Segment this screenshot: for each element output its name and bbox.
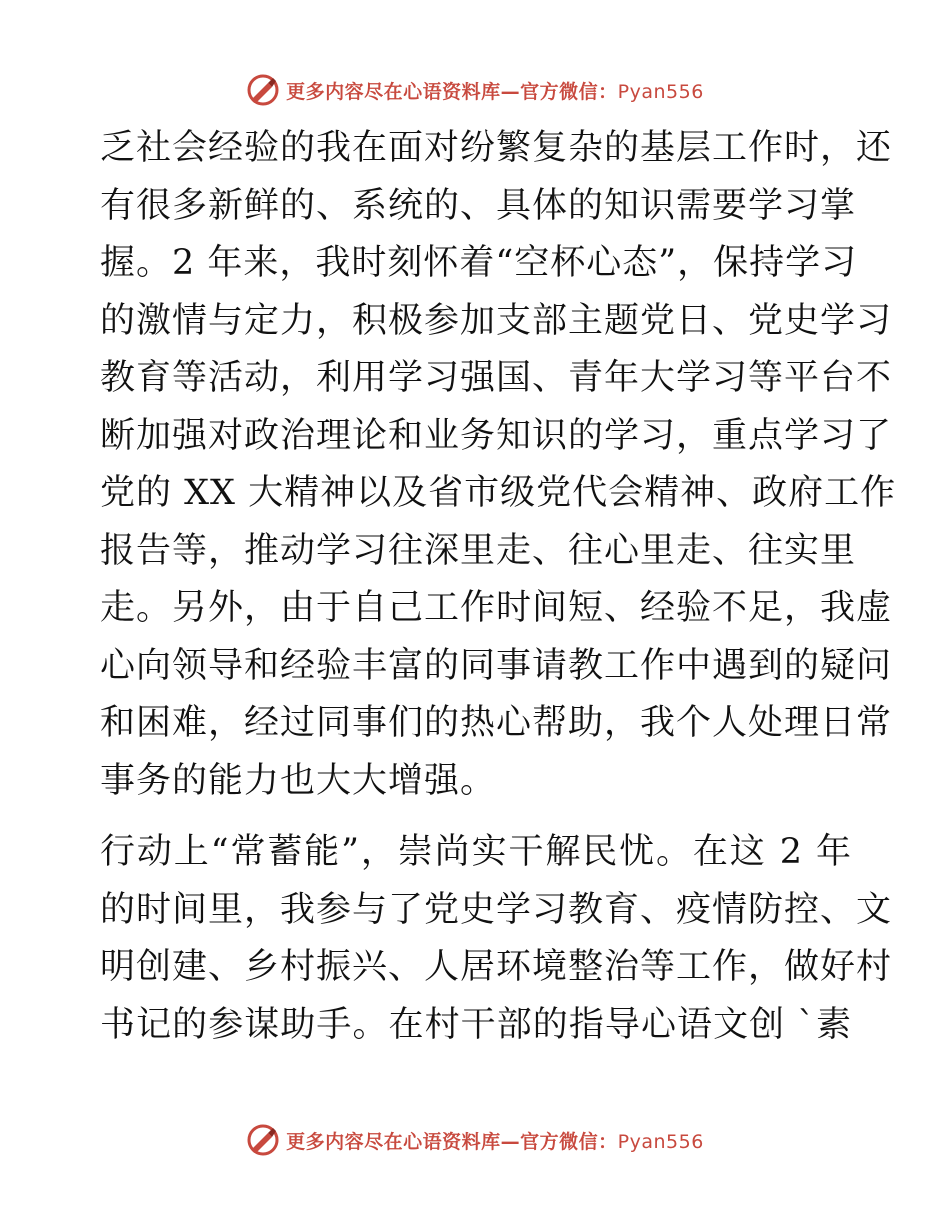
document-body <box>100 120 897 1054</box>
text-line: 的时间里，我参与了党史学习教育、疫情防控、文 <box>100 889 893 930</box>
text-line: 心向领导和经验丰富的同事请教工作中遇到的疑问 <box>100 645 893 686</box>
header-watermark <box>0 70 950 110</box>
text-line: 行动上“常蓄能”，崇尚实干解民忧。在这 2 年 <box>100 832 852 872</box>
text-line: 乏社会经验的我在面对纷繁复杂的基层工作时，还 <box>100 128 893 168</box>
paragraph-1 <box>100 120 897 810</box>
text-line: 党的 XX 大精神以及省市级党代会精神、政府工作 <box>100 473 897 513</box>
pen-logo-icon <box>246 73 280 107</box>
pen-logo-icon <box>246 1123 280 1157</box>
footer-watermark <box>0 1120 950 1160</box>
header-watermark-text: 更多内容尽在心语资料库—官方微信：Pyan556 <box>286 80 704 103</box>
text-line: 有很多新鲜的、系统的、具体的知识需要学习掌 <box>100 185 857 226</box>
paragraph-2 <box>100 824 893 1054</box>
text-line: 和困难，经过同事们的热心帮助，我个人处理日常 <box>100 703 893 743</box>
text-line: 走。另外，由于自己工作时间短、经验不足，我虚 <box>100 588 893 628</box>
text-line: 事务的能力也大大增强。 <box>100 760 497 801</box>
text-line: 握。2 年来，我时刻怀着“空杯心态”，保持学习 <box>100 243 858 283</box>
footer-watermark-text: 更多内容尽在心语资料库—官方微信：Pyan556 <box>286 1130 704 1153</box>
paragraph-spacer <box>100 810 852 824</box>
text-line: 的激情与定力，积极参加支部主题党日、党史学习 <box>100 300 893 341</box>
text-line: 明创建、乡村振兴、人居环境整治等工作，做好村 <box>100 947 893 987</box>
text-line: 断加强对政治理论和业务知识的学习，重点学习了 <box>100 415 893 456</box>
text-line: 报告等，推动学习往深里走、往心里走、往实里 <box>100 530 857 571</box>
text-line: 书记的参谋助手。在村干部的指导心语文创 `素 <box>100 1004 852 1045</box>
text-line: 教育等活动，利用学习强国、青年大学习等平台不 <box>100 358 893 398</box>
